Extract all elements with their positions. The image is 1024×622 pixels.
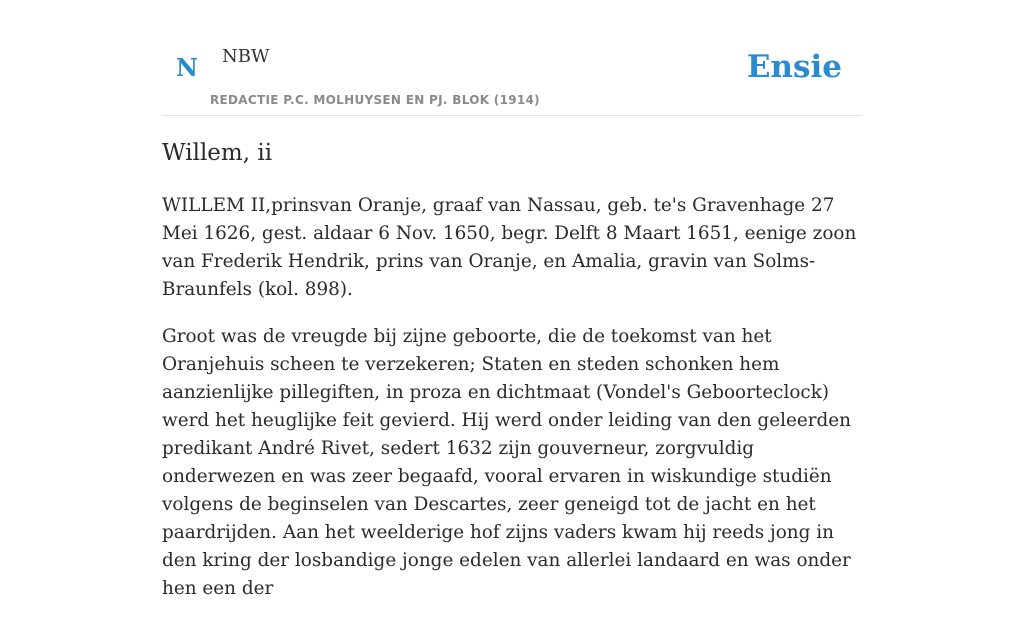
source-logo[interactable]: N bbox=[176, 53, 198, 82]
brand-logo[interactable]: Ensie bbox=[746, 49, 842, 85]
article-paragraph: Groot was de vreugde bij zijne geboorte, die de toekomst van het Oranjehuis scheen te verzekeren; Staten en steden schonken hem aanzienlijke pillegiften, in proza en dichtmaat (Vondel's Geboorteclock) werd het heuglijke feit gevierd. Hij werd onder leiding van den geleerden predikant André Rivet, sedert 1632 zijn gouverneur, zorgvuldig onderwezen en was zeer begaafd, vooral ervaren in wiskundige studiën volgens de beginselen van Descartes, zeer geneigd tot de jacht en het paardrijden. Aan het weelderige hof zijns vaders kwam hij reeds jong in den kring der losbandige jonge edelen van allerlei landaard en was onder hen een der bbox=[162, 326, 852, 599]
source-header bbox=[162, 30, 862, 116]
article-paragraph: WILLEM II,prinsvan Oranje, graaf van Nassau, geb. te's Gravenhage 27 Mei 1626, gest. aldaar 6 Nov. 1650, begr. Delft 8 Maart 1651, eenige zoon van Frederik Hendrik, prins van Oranje, en Amalia, gravin van Solms-Braunfels (kol. 898). bbox=[162, 195, 857, 300]
source-name[interactable]: NBW bbox=[222, 46, 270, 67]
article-body bbox=[162, 192, 862, 622]
page-title: Willem, ii bbox=[162, 140, 273, 166]
source-editors: REDACTIE P.C. MOLHUYSEN EN PJ. BLOK (1914) bbox=[210, 93, 540, 107]
